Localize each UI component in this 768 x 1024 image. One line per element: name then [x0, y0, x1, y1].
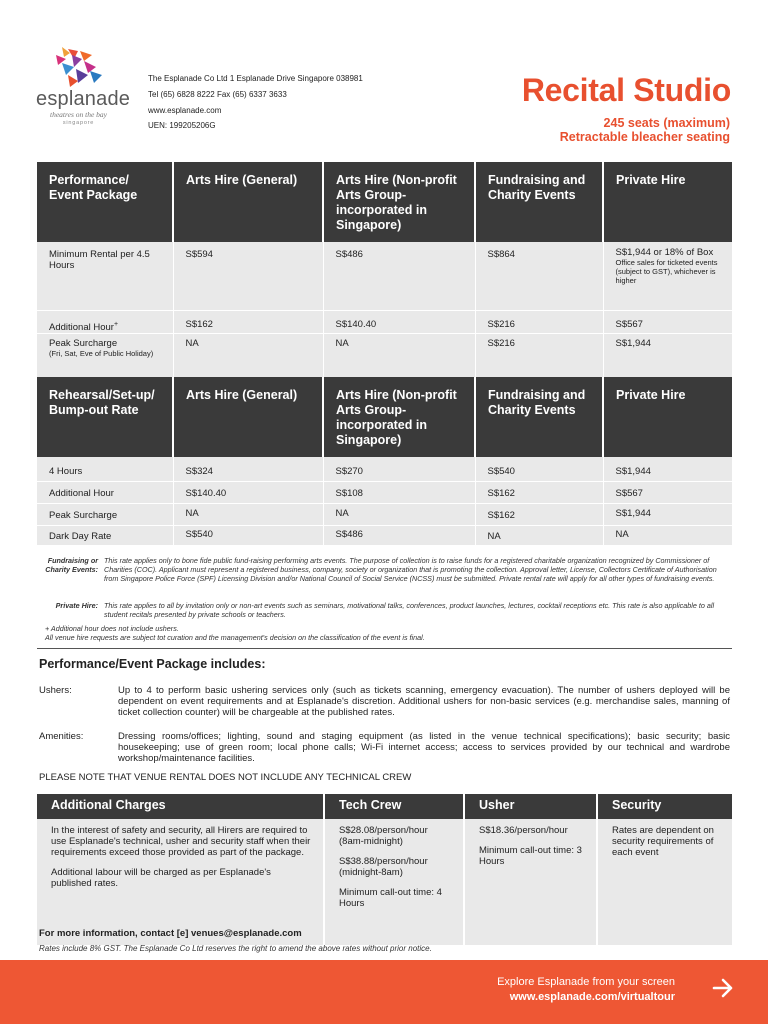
- rate-cell: S$594: [173, 242, 323, 310]
- rate-cell: S$162: [475, 481, 603, 503]
- rate-cell: S$324: [173, 457, 323, 481]
- rate-cell: S$1,944: [603, 333, 732, 377]
- row-label-text: Peak Surcharge: [49, 337, 118, 349]
- table-row: [37, 457, 732, 481]
- row-label: Additional Hour: [37, 481, 173, 503]
- rate-cell: S$864: [475, 242, 603, 310]
- additional-charges-table: [37, 794, 732, 945]
- brand-name: esplanade: [36, 88, 131, 110]
- usher-rates: [464, 819, 597, 945]
- table-header: Fundraising and Charity Events: [475, 377, 603, 457]
- package-heading: Performance/Event Package includes:: [39, 657, 266, 671]
- table-header: Rehearsal/Set-up/ Bump-out Rate: [37, 377, 173, 457]
- note-label-private: Private Hire:: [55, 601, 98, 610]
- rate-cell-main: S$1,944 or 18% of Box: [615, 247, 714, 258]
- table-row: [37, 333, 732, 377]
- table-header: Arts Hire (Non-profit Arts Group-incorporated in Singapore): [323, 162, 475, 242]
- rate-cell: NA: [603, 525, 732, 545]
- rate-cell: S$216: [475, 333, 603, 377]
- rate-cell: S$162: [173, 310, 323, 333]
- esplanade-logo-icon: [48, 45, 108, 90]
- table-row: [37, 503, 732, 525]
- contact-website[interactable]: www.esplanade.com: [148, 106, 222, 115]
- table-row: [37, 819, 732, 945]
- footer-virtualtour-link[interactable]: www.esplanade.com/virtualtour: [509, 991, 675, 1003]
- rate-cell: NA: [323, 333, 475, 377]
- security-rates: [597, 819, 732, 945]
- footer-explore-text: Explore Esplanade from your screen: [497, 976, 675, 988]
- row-label-text: Additional Hour: [49, 321, 114, 333]
- row-sublabel: (Fri, Sat, Eve of Public Holiday): [49, 348, 154, 358]
- table-header: Arts Hire (General): [173, 162, 323, 242]
- contact-address: The Esplanade Co Ltd 1 Esplanade Drive Singapore 038981: [148, 74, 363, 83]
- ushers-text: Up to 4 to perform basic ushering services only (such as tickets scanning, emergency evacuation). The number of ushers deployed will be dependent on event requirements and at Esplanade's discretion. Additional ushers for non-basic services (e.g. merchandise sales, manning of ticket collection counter) will be chargeable at the published rates.: [118, 685, 730, 718]
- rate-cell: S$140.40: [323, 310, 475, 333]
- rate-cell: NA: [173, 503, 323, 525]
- rate-cell: S$1,944: [603, 457, 732, 481]
- brand-tagline: theatres on the bay: [49, 110, 107, 119]
- rate-cell: S$486: [323, 242, 475, 310]
- rate-cell: NA: [173, 333, 323, 377]
- rate-cell: S$216: [475, 310, 603, 333]
- tech-crew-min-callout: Minimum call-out time: 4 Hours: [339, 887, 442, 909]
- page-title: Recital Studio: [521, 72, 731, 108]
- table-header: Arts Hire (Non-profit Arts Group-incorporated in Singapore): [323, 377, 475, 457]
- tech-crew-day-rate: S$28.08/person/hour (8am-midnight): [339, 825, 428, 847]
- amenities-text: Dressing rooms/offices; lighting, sound and staging equipment (as listed in the venue technical specifications); basic security; basic housekeeping; use of green room; local phone calls; Wi-Fi internet access; access to services provided by our technical and wardrobe workshop/maintenance facilities.: [118, 731, 730, 764]
- rate-cell: S$540: [475, 457, 603, 481]
- rate-cell: S$140.40: [173, 481, 323, 503]
- seating-info: [560, 116, 730, 144]
- rehearsal-rates-table: [37, 377, 732, 546]
- table-row: [37, 525, 732, 545]
- row-label: [37, 333, 173, 377]
- rate-cell: S$567: [603, 481, 732, 503]
- table-header: Private Hire: [603, 162, 732, 242]
- ushers-label: Ushers:: [39, 685, 72, 696]
- seating-type: Retractable bleacher seating: [559, 130, 730, 144]
- row-label: Minimum Rental per 4.5 Hours: [37, 242, 173, 310]
- gst-note: Rates include 8% GST. The Esplanade Co Ltd reserves the right to amend the above rates without prior notice.: [39, 944, 432, 953]
- note-private: This rate applies to all by invitation only or non-art events such as seminars, motivational talks, conferences, product launches, lectures, cocktail receptions etc. This rate is also applicable to all student recitals presented by private schools or teachers.: [104, 601, 715, 619]
- tech-crew-rates: [324, 819, 464, 945]
- table-header: Tech Crew: [324, 794, 464, 819]
- security-rate-note: Rates are dependent on security requirements of each event: [612, 825, 714, 858]
- rate-cell: S$270: [323, 457, 475, 481]
- footnote-additional-hour: + Additional hour does not include ushers.: [45, 624, 179, 633]
- technical-crew-note: PLEASE NOTE THAT VENUE RENTAL DOES NOT INCLUDE ANY TECHNICAL CREW: [39, 772, 412, 783]
- row-label-sup: +: [113, 320, 119, 328]
- note-label-fundraising: Fundraising or Charity Events:: [45, 556, 98, 574]
- usher-rate: S$18.36/person/hour: [479, 825, 568, 836]
- rate-cell: NA: [475, 525, 603, 545]
- table-row: [37, 310, 732, 333]
- footnote-curation: All venue hire requests are subject tot curation and the management's decision on the classification of the event is final.: [45, 633, 425, 642]
- table-row: [37, 242, 732, 310]
- charges-labour: Additional labour will be charged as per Esplanade's published rates.: [51, 867, 271, 889]
- rate-cell-private: [603, 242, 732, 310]
- rate-cell: NA: [323, 503, 475, 525]
- rate-cell: S$486: [323, 525, 475, 545]
- rate-cell-extra: Office sales for ticketed events (subject to GST), whichever is higher: [615, 258, 718, 285]
- table-header: Arts Hire (General): [173, 377, 323, 457]
- rate-cell: S$540: [173, 525, 323, 545]
- rate-cell: S$567: [603, 310, 732, 333]
- row-label: Peak Surcharge: [37, 503, 173, 525]
- rate-cell: S$162: [475, 503, 603, 525]
- brand-location: singapore: [62, 120, 95, 126]
- performance-rates-table: [37, 162, 732, 378]
- tech-crew-night-rate: S$38.88/person/hour (midnight-8am): [339, 856, 428, 878]
- contact-venues[interactable]: For more information, contact [e] venues@esplanade.com: [39, 928, 302, 939]
- rate-cell: S$1,944: [603, 503, 732, 525]
- rate-cell: S$108: [323, 481, 475, 503]
- table-header: Private Hire: [603, 377, 732, 457]
- contact-uen: UEN: 199205206G: [148, 121, 216, 130]
- row-label: [37, 310, 173, 333]
- row-label: 4 Hours: [37, 457, 173, 481]
- footer-banner[interactable]: [0, 960, 768, 1024]
- contact-phone: Tel (65) 6828 8222 Fax (65) 6337 3633: [148, 90, 287, 99]
- note-fundraising: This rate applies only to bone fide public fund-raising performing arts events. The purpose of collection is to raise funds for a registered charitable organization recognized by Commissioner of Charities (COC). Applicant must represent a registered business, company, society or organization that is promoting the collection. Approval letter, License, Collectors Certificate of Authorisation from Singapore Police Force (SPF) Licensing Division and/or National Council of Social Service (NCSS) must be submitted. Private rental rate will apply for all other types of fundraising events.: [104, 556, 717, 583]
- row-label: Dark Day Rate: [37, 525, 173, 545]
- seat-capacity: 245 seats (maximum): [603, 116, 730, 130]
- amenities-label: Amenities:: [39, 731, 84, 742]
- table-header: Security: [597, 794, 732, 819]
- table-header: Fundraising and Charity Events: [475, 162, 603, 242]
- divider: [37, 648, 732, 649]
- table-header: Performance/ Event Package: [37, 162, 173, 242]
- arrow-right-icon[interactable]: [712, 978, 734, 998]
- table-header: Usher: [464, 794, 597, 819]
- table-header: Additional Charges: [37, 794, 324, 819]
- usher-min-callout: Minimum call-out time: 3 Hours: [479, 845, 582, 867]
- table-row: [37, 481, 732, 503]
- charges-policy: In the interest of safety and security, all Hirers are required to use Esplanade's technical, usher and security staff when their requirements exceed those provided as part of the package.: [51, 825, 311, 858]
- charges-description: [37, 819, 324, 945]
